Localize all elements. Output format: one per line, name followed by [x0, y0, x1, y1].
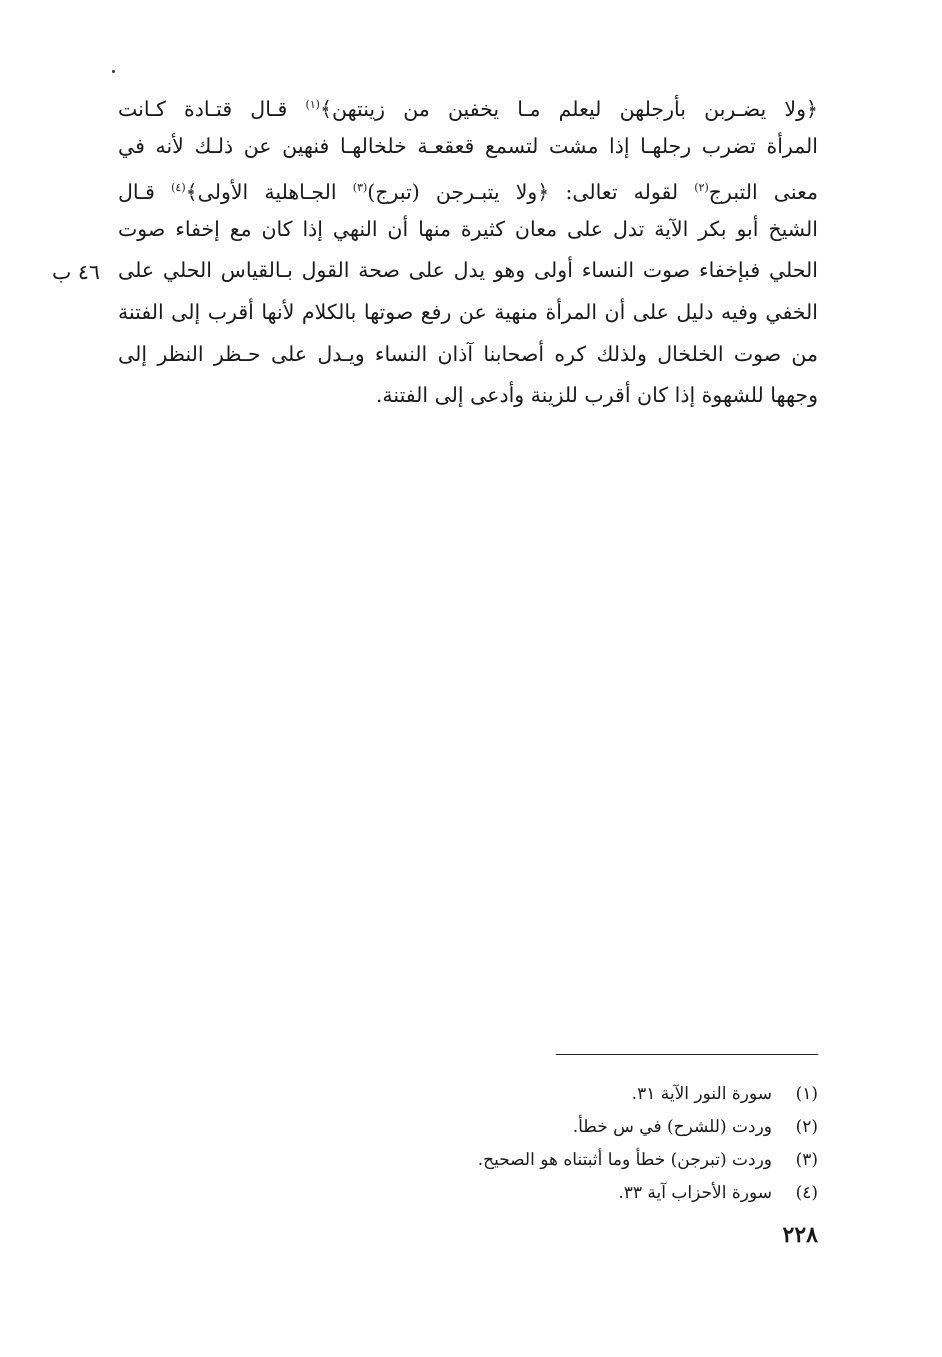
footnotes-list	[418, 1078, 818, 1210]
page-number: ٢٢٨	[782, 1222, 818, 1248]
footnote-number: (٣)	[795, 1150, 818, 1170]
footnote-ref-3: (٣)	[352, 181, 368, 195]
footnote-ref-1: (١)	[305, 98, 320, 111]
text-line-6: الخفي وفيه دليل على أن المرأة منهية عن رفع صوتها بالكلام لأنها أقرب إلى الفتنة	[118, 299, 818, 324]
footnote-number: (٢)	[795, 1117, 818, 1137]
text-line-7: من صوت الخلخال ولذلك كره أصحابنا آذان النساء ويـدل على حـظر النظر إلى	[118, 341, 818, 366]
footnote-item	[418, 1111, 818, 1144]
manuscript-folio-note: ٤٦ ب	[52, 260, 100, 284]
footnote-ref-4: (٤)	[171, 181, 186, 195]
footnote-separator	[556, 1054, 818, 1055]
footnote-item	[418, 1078, 818, 1111]
footnote-item	[418, 1177, 818, 1210]
footnote-text: وردت (تبرجن) خطأ وما أثبتناه هو الصحيح.	[477, 1150, 772, 1170]
text-line-4: الشيخ أبو بكر الآية تدل على معان كثيرة منها أن النهي إذا كان مع إخفاء صوت	[118, 216, 818, 241]
footnote-item	[418, 1144, 818, 1177]
text-line-1: ﴿ولا يضـربن بأرجلهن ليعلم مـا يخفين من زينتهن﴾$^{(١)}$ قـال قتـادة كـانت	[118, 96, 819, 121]
main-text-block	[118, 84, 818, 417]
text-line-5: الحلي فبإخفاء صوت النساء أولى وهو يدل على صحة القول بـالقياس الحلي على	[118, 258, 818, 283]
text-line-3: معنى التبرج$^{(٢)}$ لقوله تعالى: ﴿ولا يتبـرجن (تبرج)$^{(٣)}$ الجـاهلية الأولى﴾$^{(٤)}$ قـال	[118, 180, 818, 205]
text-line-2: المرأة تضرب رجلهـا إذا مشت لتسمع قعقعـة خلخالهـا فنهين عن ذلـك لأنه في	[118, 133, 818, 158]
footnote-text: سورة النور الآية ٣١.	[631, 1084, 772, 1104]
footnote-number: (١)	[795, 1084, 818, 1104]
footnote-text: وردت (للشرح) في س خطأ.	[572, 1117, 772, 1137]
text-line-8: وجهها للشهوة إذا كان أقرب للزينة وأدعى إلى الفتنة.	[375, 383, 818, 408]
stray-dot	[112, 70, 115, 73]
footnote-text: سورة الأحزاب آية ٣٣.	[618, 1183, 772, 1203]
footnote-ref-2: (٢)	[694, 181, 709, 195]
footnote-number: (٤)	[795, 1183, 818, 1203]
